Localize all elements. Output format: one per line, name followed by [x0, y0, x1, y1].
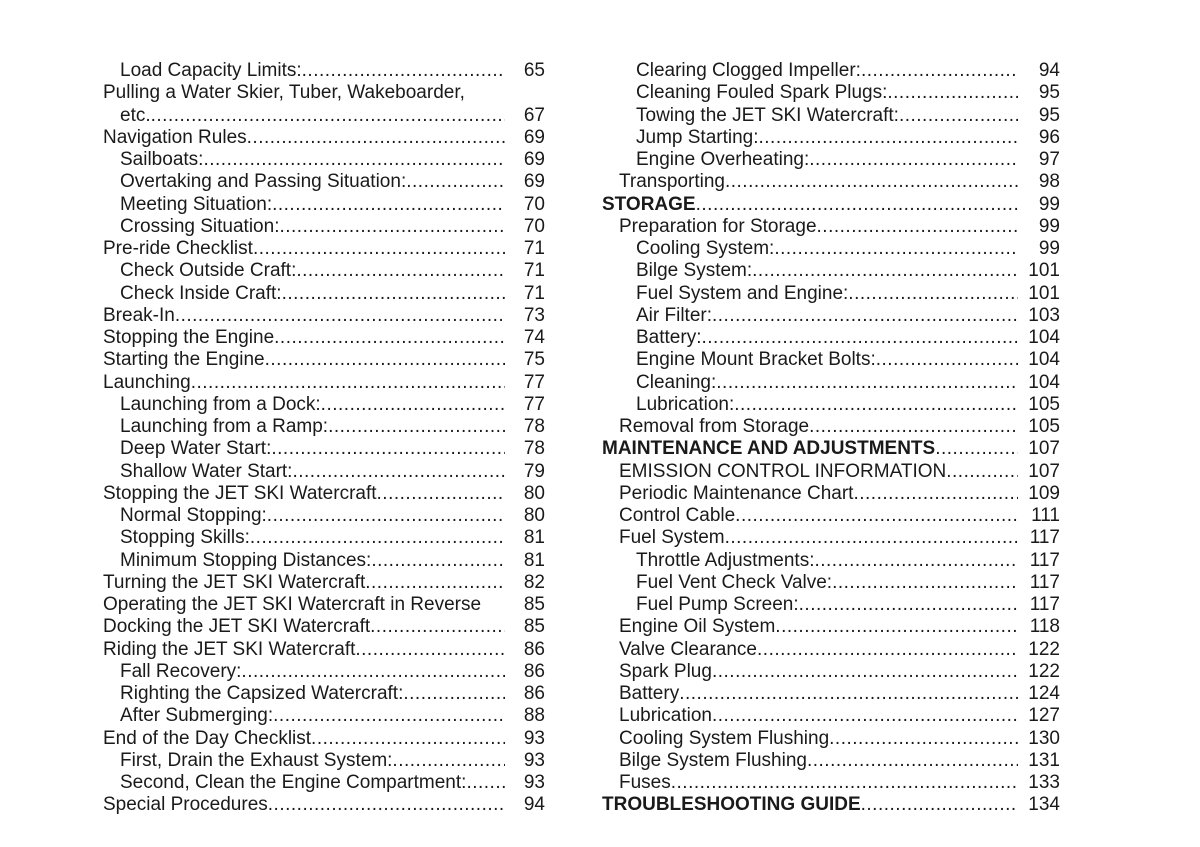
toc-entry-label: Removal from Storage: [619, 416, 810, 437]
dot-leader: [265, 349, 505, 371]
toc-page-number: 124: [1028, 683, 1060, 704]
toc-page-number: 104: [1028, 371, 1060, 393]
toc-page-number: 95: [1038, 82, 1060, 104]
toc-entry-deep-water-start[interactable]: [103, 438, 545, 460]
dot-leader: [829, 728, 1018, 750]
toc-page-number: 93: [523, 772, 545, 793]
toc-entry-fuel-system[interactable]: [602, 527, 1060, 549]
toc-page-number: 105: [1028, 393, 1060, 415]
toc-entry-removal-from-storage[interactable]: [602, 416, 1060, 438]
toc-entry-label: Cleaning Fouled Spark Plugs:: [636, 82, 888, 104]
toc-page-number: 79: [523, 460, 545, 482]
dot-leader: [272, 194, 505, 216]
toc-entry-after-submerging[interactable]: [103, 705, 545, 727]
dot-leader: [817, 216, 1018, 238]
toc-entry-pre-ride-checklist[interactable]: [103, 238, 545, 260]
dot-leader: [370, 616, 505, 638]
dot-leader: [814, 550, 1018, 572]
dot-leader: [321, 394, 505, 416]
toc-entry-label: Starting the Engine: [103, 349, 265, 371]
toc-page-number: 117: [1029, 571, 1060, 593]
toc-entry-label: Second, Clean the Engine Compartment:: [120, 772, 467, 793]
toc-entry-label: Cooling System Flushing: [619, 727, 830, 749]
dot-leader: [406, 171, 505, 193]
toc-entry-label: Meeting Situation:: [120, 193, 273, 215]
toc-page-number: 93: [523, 749, 545, 771]
toc-entry-label: Fuel Pump Screen:: [636, 594, 799, 615]
dot-leader: [279, 216, 505, 238]
toc-entry-label: Check Outside Craft:: [120, 260, 297, 282]
dot-leader: [876, 349, 1018, 371]
toc-page-number: 111: [1031, 505, 1060, 526]
toc-page-number: 86: [523, 683, 545, 704]
toc-entry-fuel-system-and-engine[interactable]: [602, 283, 1060, 305]
toc-entry-label: Turning the JET SKI Watercraft: [103, 571, 366, 593]
dot-leader: [807, 750, 1018, 772]
toc-entry-meeting-situation[interactable]: [103, 194, 545, 216]
toc-page-number: 101: [1028, 260, 1060, 282]
toc-page-number: 122: [1028, 638, 1060, 660]
dot-leader: [712, 305, 1018, 327]
toc-page-number: 93: [523, 727, 545, 749]
toc-entry-label: Lubrication: [619, 705, 712, 727]
toc-entry-label: Check Inside Craft:: [120, 282, 282, 304]
toc-page-number: 130: [1028, 727, 1060, 749]
toc-entry-cooling-system[interactable]: [602, 238, 1060, 260]
dot-leader: [268, 794, 505, 816]
toc-entry-check-outside-craft[interactable]: [103, 260, 545, 282]
toc-page-number: 71: [523, 282, 545, 304]
toc-page-number: 101: [1028, 282, 1060, 304]
dot-leader: [832, 572, 1018, 594]
dot-leader: [935, 438, 1018, 460]
toc-entry-label: Operating the JET SKI Watercraft in Reverse: [103, 594, 482, 615]
toc-entry-turning-the-jet-ski-watercraft[interactable]: [103, 572, 545, 594]
toc-page-number: 131: [1028, 749, 1060, 771]
toc-page-number: 77: [523, 393, 545, 415]
toc-entry-fuses[interactable]: [602, 772, 1060, 794]
dot-leader: [250, 527, 505, 549]
toc-entry-docking-the-jet-ski-watercraft[interactable]: [103, 616, 545, 638]
toc-right-column: [602, 60, 1060, 817]
toc-entry-label: Periodic Maintenance Chart: [619, 482, 854, 504]
toc-page-number: 107: [1028, 460, 1060, 482]
toc-page-number: 75: [523, 349, 545, 371]
toc-page-number: 117: [1029, 527, 1060, 549]
toc-entry-cooling-system-flushing[interactable]: [602, 728, 1060, 750]
toc-page-number: 69: [523, 171, 545, 193]
dot-leader: [725, 171, 1018, 193]
toc-entry-label: Overtaking and Passing Situation:: [120, 171, 407, 193]
dot-leader: [271, 438, 505, 460]
toc-entry-fall-recovery[interactable]: [103, 661, 545, 683]
toc-entry-battery[interactable]: [602, 327, 1060, 349]
toc-entry-load-capacity-limits[interactable]: [103, 60, 545, 82]
toc-entry-label: STORAGE: [602, 193, 696, 215]
toc-entry-launching-from-a-ramp[interactable]: [103, 416, 545, 438]
toc-page-number: 65: [523, 60, 545, 81]
toc-page-number: 109: [1028, 482, 1060, 504]
dot-leader: [799, 594, 1018, 616]
toc-entry-storage[interactable]: [602, 194, 1060, 216]
toc-entry-stopping-the-engine[interactable]: [103, 327, 545, 349]
toc-page-number: 69: [523, 126, 545, 148]
dot-leader: [848, 283, 1018, 305]
toc-entry-preparation-for-storage[interactable]: [602, 216, 1060, 238]
toc-page-number: 74: [523, 327, 545, 348]
toc-entry-lubrication[interactable]: [602, 394, 1060, 416]
dot-leader: [701, 327, 1018, 349]
toc-entry-label: Transporting: [619, 171, 725, 193]
toc-entry-battery[interactable]: [602, 683, 1060, 705]
toc-entry-label: Bilge System:: [636, 260, 753, 282]
dot-leader: [282, 283, 505, 305]
toc-entry-overtaking-and-passing-situation[interactable]: [103, 171, 545, 193]
toc-entry-cleaning[interactable]: [602, 372, 1060, 394]
toc-entry-label: Break-In: [103, 304, 175, 326]
dot-leader: [296, 260, 505, 282]
dot-leader: [466, 772, 505, 794]
toc-page-number: 133: [1028, 772, 1060, 793]
dot-leader: [853, 483, 1018, 505]
toc-entry-second-clean-the-engine-compartment[interactable]: [103, 772, 545, 794]
dot-leader: [899, 105, 1018, 127]
toc-entry-label: Special Procedures: [103, 794, 268, 816]
toc-page-number: 85: [523, 616, 545, 638]
toc-entry-stopping-the-jet-ski-watercraft[interactable]: [103, 483, 545, 505]
toc-entry-label: Shallow Water Start:: [120, 460, 293, 482]
toc-entry-label: Valve Clearance: [619, 638, 758, 660]
toc-entry-label: Navigation Rules: [103, 126, 247, 148]
dot-leader: [774, 238, 1018, 260]
dot-leader: [274, 327, 505, 349]
toc-entry-label: Sailboats:: [120, 149, 204, 170]
toc-entry-pulling-a-water-skier-tuber-wakeboarder[interactable]: [103, 82, 545, 127]
toc-page-number: 71: [523, 238, 545, 259]
toc-entry-cleaning-fouled-spark-plugs[interactable]: [602, 82, 1060, 104]
dot-leader: [861, 60, 1018, 82]
toc-entry-label: Spark Plug: [619, 660, 712, 682]
toc-entry-first-drain-the-exhaust-system[interactable]: [103, 750, 545, 772]
toc-page-number: 117: [1029, 594, 1060, 615]
toc-entry-starting-the-engine[interactable]: [103, 349, 545, 371]
toc-page-number: 122: [1028, 660, 1060, 682]
toc-entry-riding-the-jet-ski-watercraft[interactable]: [103, 639, 545, 661]
toc-entry-label: After Submerging:: [120, 705, 274, 727]
toc-entry-label: Clearing Clogged Impeller:: [636, 60, 861, 81]
dot-leader: [377, 483, 505, 505]
dot-leader: [302, 60, 505, 82]
toc-entry-maintenance-and-adjustments[interactable]: [602, 438, 1060, 460]
dot-leader: [712, 705, 1018, 727]
toc-page-number: 85: [523, 594, 545, 615]
toc-entry-label: EMISSION CONTROL INFORMATION: [619, 460, 947, 482]
toc-entry-launching[interactable]: [103, 372, 545, 394]
toc-page-number: 105: [1028, 416, 1060, 437]
dot-leader: [696, 194, 1018, 216]
toc-page-number: 127: [1028, 705, 1060, 727]
toc-entry-label: Battery: [619, 683, 680, 704]
toc-entry-transporting[interactable]: [602, 171, 1060, 193]
toc-entry-throttle-adjustments[interactable]: [602, 550, 1060, 572]
toc-entry-label: Engine Mount Bracket Bolts:: [636, 349, 876, 371]
dot-leader: [191, 372, 505, 394]
dot-leader: [712, 661, 1018, 683]
toc-entry-label: Load Capacity Limits:: [120, 60, 302, 81]
toc-page-number: 70: [523, 193, 545, 215]
toc-page-number: 99: [1038, 215, 1060, 237]
dot-leader: [679, 683, 1018, 705]
toc-page-number: 80: [523, 505, 545, 526]
toc-entry-righting-the-capsized-watercraft[interactable]: [103, 683, 545, 705]
toc-entry-normal-stopping[interactable]: [103, 505, 545, 527]
toc-entry-jump-starting[interactable]: [602, 127, 1060, 149]
toc-entry-fuel-pump-screen[interactable]: [602, 594, 1060, 616]
toc-entry-label: Docking the JET SKI Watercraft: [103, 616, 371, 638]
dot-leader: [203, 149, 505, 171]
dot-leader: [809, 149, 1018, 171]
toc-page-number: 67: [523, 104, 545, 126]
dot-leader: [735, 505, 1018, 527]
toc-entry-label: Launching from a Ramp:: [120, 416, 329, 437]
toc-entry-fuel-vent-check-valve[interactable]: [602, 572, 1060, 594]
toc-entry-label: Crossing Situation:: [120, 215, 280, 237]
toc-entry-label: Preparation for Storage: [619, 215, 817, 237]
dot-leader: [809, 416, 1018, 438]
toc-entry-navigation-rules[interactable]: [103, 127, 545, 149]
dot-leader: [671, 772, 1018, 794]
toc-entry-label: Deep Water Start:: [120, 438, 272, 460]
toc-entry-label: Cooling System:: [636, 238, 775, 259]
dot-leader: [311, 728, 505, 750]
toc-page-number: 118: [1029, 616, 1060, 638]
toc-entry-label: Normal Stopping:: [120, 505, 267, 526]
toc-entry-label: MAINTENANCE AND ADJUSTMENTS: [602, 438, 936, 460]
toc-page-number: 69: [523, 149, 545, 170]
toc-entry-clearing-clogged-impeller[interactable]: [602, 60, 1060, 82]
toc-entry-engine-overheating[interactable]: [602, 149, 1060, 171]
toc-entry-engine-mount-bracket-bolts[interactable]: [602, 349, 1060, 371]
dot-leader: [151, 105, 505, 127]
toc-page-number: 78: [523, 438, 545, 460]
toc-entry-engine-oil-system[interactable]: [602, 616, 1060, 638]
toc-page-number: 104: [1028, 349, 1060, 371]
toc-entry-label: Control Cable: [619, 505, 736, 526]
toc-page-number: 81: [523, 527, 545, 549]
toc-entry-air-filter[interactable]: [602, 305, 1060, 327]
toc-entry-label: Fall Recovery:: [120, 660, 242, 682]
toc-entry-label: Riding the JET SKI Watercraft: [103, 638, 356, 660]
toc-entry-label: Engine Overheating:: [636, 149, 810, 170]
toc-entry-label: Jump Starting:: [636, 126, 759, 148]
toc-entry-troubleshooting-guide[interactable]: [602, 794, 1060, 816]
toc-entry-control-cable[interactable]: [602, 505, 1060, 527]
toc-page-number: 94: [523, 794, 545, 816]
dot-leader: [371, 550, 505, 572]
toc-entry-label: Pulling a Water Skier, Tuber, Wakeboarder,: [103, 82, 465, 104]
dot-leader: [273, 705, 505, 727]
toc-entry-label: Minimum Stopping Distances:: [120, 549, 372, 571]
toc-entry-label: Pre-ride Checklist: [103, 238, 253, 259]
toc-page-number: 103: [1028, 304, 1060, 326]
toc-entry-label: Launching: [103, 371, 191, 393]
toc-entry-stopping-skills[interactable]: [103, 527, 545, 549]
toc-entry-lubrication[interactable]: [602, 705, 1060, 727]
toc-page-number: 98: [1038, 171, 1060, 193]
toc-page-number: 104: [1028, 327, 1060, 348]
toc-page-number: 134: [1028, 794, 1060, 816]
toc-entry-bilge-system-flushing[interactable]: [602, 750, 1060, 772]
dot-leader: [247, 127, 505, 149]
toc-page-number: 86: [523, 638, 545, 660]
toc-page-number: 82: [523, 571, 545, 593]
dot-leader: [355, 639, 505, 661]
toc-page-number: 73: [523, 304, 545, 326]
toc-entry-spark-plug[interactable]: [602, 661, 1060, 683]
toc-page-number: 96: [1038, 126, 1060, 148]
toc-entry-label: Righting the Capsized Watercraft:: [120, 683, 404, 704]
toc-entry-towing-the-jet-ski-watercraft[interactable]: [602, 105, 1060, 127]
dot-leader: [759, 127, 1019, 149]
dot-leader: [241, 661, 505, 683]
toc-entry-label: Fuel System: [619, 527, 725, 549]
dot-leader: [292, 461, 505, 483]
toc-page-number: 70: [523, 215, 545, 237]
toc-entry-label: Stopping Skills:: [120, 527, 250, 549]
toc-entry-minimum-stopping-distances[interactable]: [103, 550, 545, 572]
toc-page-number: 81: [523, 549, 545, 571]
dot-leader: [734, 394, 1018, 416]
toc-page-number: 78: [523, 416, 545, 437]
dot-leader: [392, 750, 505, 772]
toc-entry-label: End of the Day Checklist: [103, 727, 312, 749]
toc-entry-label: Throttle Adjustments:: [636, 549, 815, 571]
toc-entry-label: Air Filter:: [636, 304, 712, 326]
toc-entry-label: Engine Oil System: [619, 616, 776, 638]
toc-entry-check-inside-craft[interactable]: [103, 283, 545, 305]
toc-entry-label-continuation: etc.: [120, 104, 151, 126]
toc-entry-special-procedures[interactable]: [103, 794, 545, 816]
toc-page-number: 77: [523, 371, 545, 393]
dot-leader: [752, 260, 1018, 282]
toc-entry-end-of-the-day-checklist[interactable]: [103, 728, 545, 750]
toc-entry-label: Stopping the JET SKI Watercraft: [103, 482, 377, 504]
toc-entry-label: First, Drain the Exhaust System:: [120, 749, 393, 771]
toc-entry-label: Lubrication:: [636, 393, 735, 415]
toc-entry-label: TROUBLESHOOTING GUIDE: [602, 794, 861, 816]
toc-entry-label: Towing the JET SKI Watercraft:: [636, 104, 899, 126]
dot-leader: [403, 683, 505, 705]
toc-entry-operating-the-jet-ski-watercraft-in-reverse[interactable]: [103, 594, 545, 616]
dot-leader: [946, 461, 1018, 483]
toc-page-number: 86: [523, 660, 545, 682]
dot-leader: [253, 238, 505, 260]
dot-leader: [365, 572, 505, 594]
toc-entry-bilge-system[interactable]: [602, 260, 1060, 282]
toc-entry-label: Stopping the Engine: [103, 327, 275, 348]
toc-entry-label: Fuel Vent Check Valve:: [636, 571, 833, 593]
toc-entry-periodic-maintenance-chart[interactable]: [602, 483, 1060, 505]
dot-leader: [725, 527, 1018, 549]
dot-leader: [775, 616, 1018, 638]
toc-page-number: 107: [1028, 438, 1060, 460]
toc-entry-label: Fuel System and Engine:: [636, 282, 849, 304]
toc-page-number: 71: [523, 260, 545, 282]
dot-leader: [175, 305, 505, 327]
toc-entry-label: Cleaning:: [636, 371, 717, 393]
toc-left-column: [103, 60, 545, 817]
toc-page-number: 88: [523, 705, 545, 727]
toc-page-number: 80: [523, 482, 545, 504]
toc-entry-launching-from-a-dock[interactable]: [103, 394, 545, 416]
toc-page-number: 99: [1038, 238, 1060, 259]
toc-entry-label: Launching from a Dock:: [120, 393, 321, 415]
toc-page-number: 97: [1038, 149, 1060, 170]
toc-page-number: 94: [1038, 60, 1060, 81]
toc-entry-crossing-situation[interactable]: [103, 216, 545, 238]
toc-entry-emission-control-information[interactable]: [602, 461, 1060, 483]
toc-entry-shallow-water-start[interactable]: [103, 461, 545, 483]
dot-leader: [861, 794, 1018, 816]
toc-entry-break-in[interactable]: [103, 305, 545, 327]
toc-page-number: 117: [1029, 549, 1060, 571]
dot-leader: [716, 372, 1018, 394]
toc-entry-label: Fuses: [619, 772, 671, 793]
toc-page-number: 95: [1038, 104, 1060, 126]
dot-leader: [757, 639, 1018, 661]
dot-leader: [887, 82, 1018, 104]
dot-leader: [267, 505, 505, 527]
toc-page-number: 99: [1038, 193, 1060, 215]
toc-entry-valve-clearance[interactable]: [602, 639, 1060, 661]
toc-entry-label: Bilge System Flushing: [619, 749, 807, 771]
toc-entry-label: Battery:: [636, 327, 702, 348]
toc-entry-sailboats[interactable]: [103, 149, 545, 171]
dot-leader: [328, 416, 505, 438]
